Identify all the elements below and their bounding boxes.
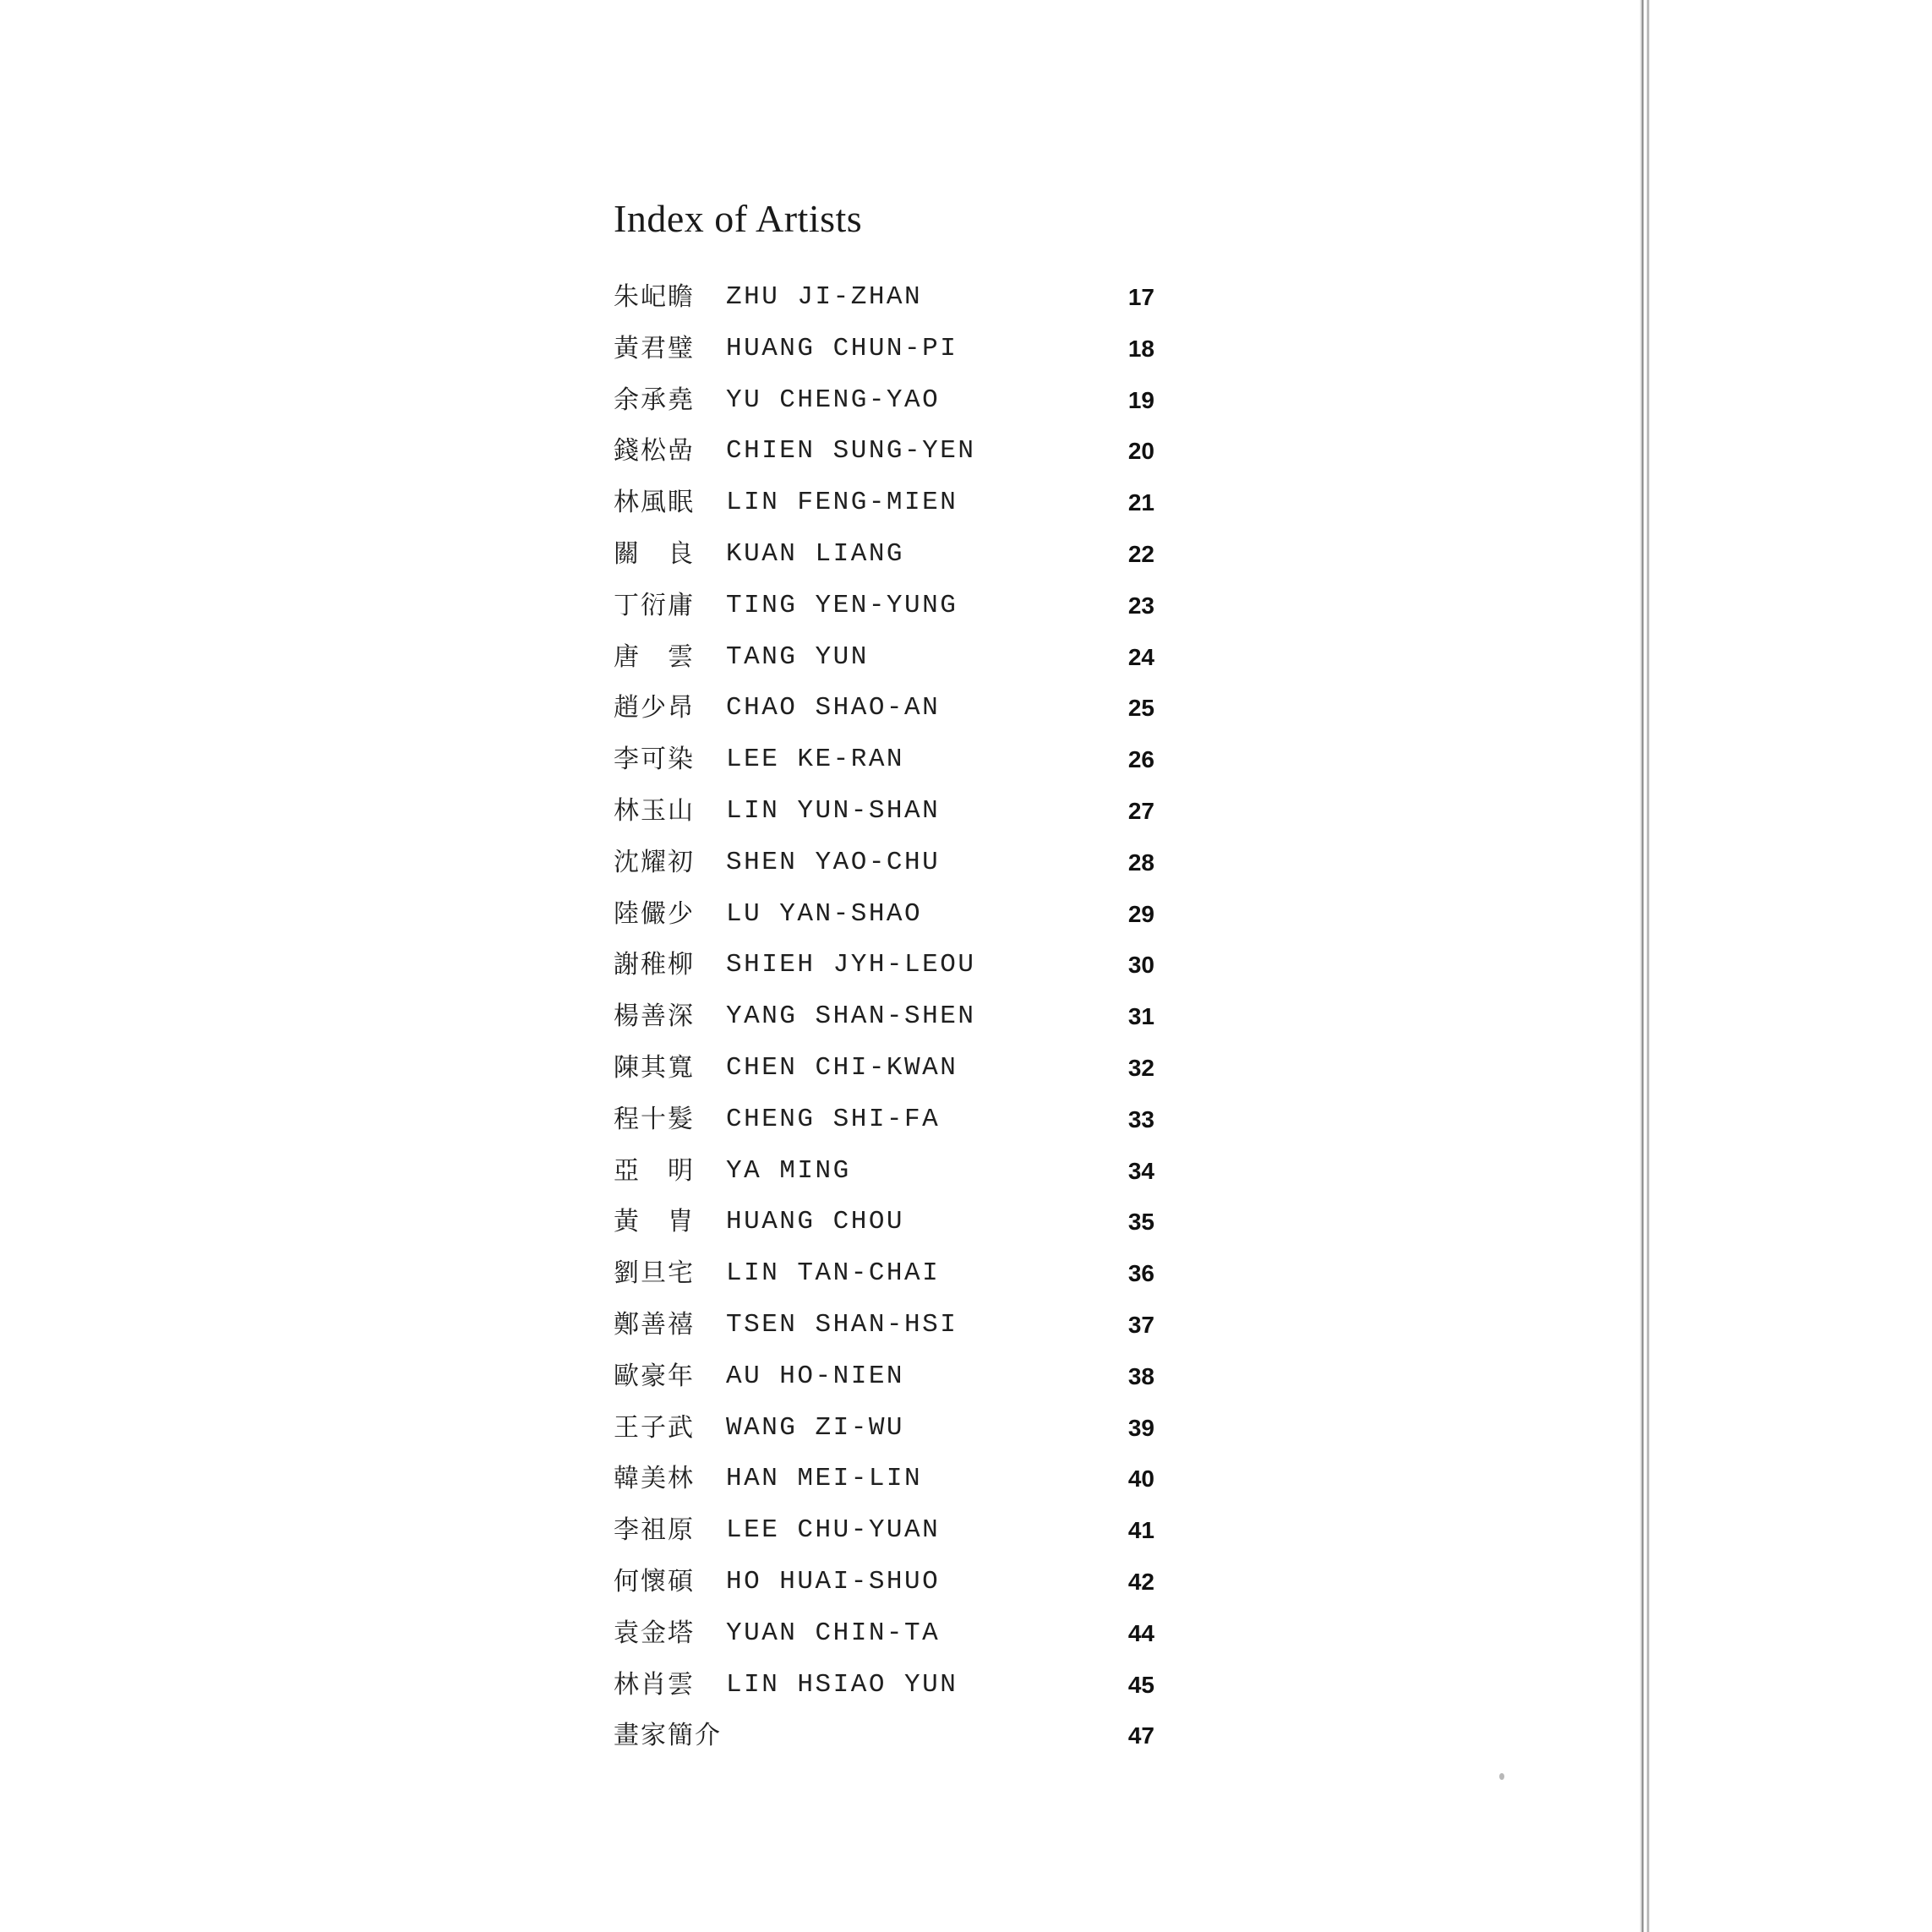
artist-chinese-name: 唐 雲 (614, 641, 695, 672)
page-number: 27 (1127, 797, 1154, 824)
artist-chinese-name: 何懷碩 (614, 1566, 695, 1596)
page-number: 28 (1127, 849, 1154, 876)
artist-romanized-name: YA MING (726, 1155, 851, 1186)
artist-chinese-name: 王子武 (614, 1412, 695, 1443)
index-entry (614, 1150, 1154, 1202)
page-number: 32 (1127, 1054, 1154, 1081)
artist-chinese-name: 韓美林 (614, 1464, 695, 1494)
artist-chinese-name: 謝稚柳 (614, 950, 695, 980)
page-number: 44 (1127, 1619, 1154, 1646)
index-entry (614, 1561, 1154, 1613)
artist-romanized-name: LU YAN-SHAO (726, 898, 923, 929)
artist-romanized-name: LEE CHU-YUAN (726, 1515, 941, 1546)
page-number: 22 (1127, 540, 1154, 567)
artist-chinese-name: 程十髮 (614, 1104, 695, 1134)
artist-romanized-name: SHIEH JYH-LEOU (726, 950, 976, 980)
page-title: Index of Artists (614, 197, 863, 240)
index-entry (614, 1304, 1154, 1356)
index-entry (614, 585, 1154, 636)
page-number: 33 (1127, 1105, 1154, 1132)
artist-romanized-name: TANG YUN (726, 641, 869, 672)
page-number: 42 (1127, 1568, 1154, 1595)
page-number: 39 (1127, 1414, 1154, 1441)
index-entry (614, 328, 1154, 379)
page-number: 17 (1127, 284, 1154, 310)
artist-chinese-name: 關 良 (614, 538, 695, 569)
artist-chinese-name: 鄭善禧 (614, 1309, 695, 1340)
index-entry (614, 379, 1154, 431)
index-entry (614, 482, 1154, 533)
artist-romanized-name: CHENG SHI-FA (726, 1104, 941, 1134)
index-entry (614, 996, 1154, 1047)
artist-romanized-name: LIN TAN-CHAI (726, 1258, 941, 1289)
page-number: 18 (1127, 335, 1154, 362)
index-entry (614, 430, 1154, 482)
artist-chinese-name: 朱屺瞻 (614, 282, 695, 312)
artist-romanized-name: SHEN YAO-CHU (726, 847, 941, 877)
artist-romanized-name: TING YEN-YUNG (726, 590, 958, 620)
page-number: 37 (1127, 1311, 1154, 1338)
page-number: 30 (1127, 952, 1154, 979)
artist-chinese-name: 黃君璧 (614, 333, 695, 363)
artist-romanized-name: LEE KE-RAN (726, 745, 905, 775)
page-number: 31 (1127, 1003, 1154, 1030)
artist-chinese-name: 亞 明 (614, 1155, 695, 1186)
index-entry (614, 276, 1154, 328)
index-entry (614, 1715, 1154, 1766)
index-entry (614, 1356, 1154, 1407)
page-number: 19 (1127, 386, 1154, 413)
artist-chinese-name: 趙少昂 (614, 693, 695, 723)
artist-romanized-name: YANG SHAN-SHEN (726, 1001, 976, 1032)
index-entry (614, 687, 1154, 739)
page-number: 41 (1127, 1517, 1154, 1544)
artist-chinese-name: 余承堯 (614, 385, 695, 415)
artist-romanized-name: LIN YUN-SHAN (726, 795, 941, 826)
artist-romanized-name: TSEN SHAN-HSI (726, 1309, 958, 1340)
page-number: 38 (1127, 1362, 1154, 1389)
artist-romanized-name: ZHU JI-ZHAN (726, 282, 923, 312)
page-number: 25 (1127, 695, 1154, 722)
index-entry (614, 1047, 1154, 1099)
index-entry (614, 1613, 1154, 1664)
page-number: 24 (1127, 643, 1154, 670)
index-entry (614, 1099, 1154, 1150)
page-number: 45 (1127, 1671, 1154, 1698)
artist-romanized-name: CHIEN SUNG-YEN (726, 436, 976, 467)
page-number: 23 (1127, 592, 1154, 619)
index-entry (614, 1407, 1154, 1459)
index-entry (614, 1201, 1154, 1253)
artist-chinese-name: 沈耀初 (614, 847, 695, 877)
scan-speck (1499, 1773, 1504, 1780)
artist-romanized-name: YUAN CHIN-TA (726, 1618, 941, 1648)
artist-chinese-name: 畫家簡介 (614, 1721, 722, 1751)
page-number: 40 (1127, 1465, 1154, 1493)
artist-romanized-name: HUANG CHOU (726, 1207, 905, 1237)
artist-romanized-name: HAN MEI-LIN (726, 1464, 923, 1494)
artist-romanized-name: LIN HSIAO YUN (726, 1669, 958, 1700)
artist-romanized-name: KUAN LIANG (726, 538, 905, 569)
index-entry (614, 1509, 1154, 1561)
artist-romanized-name: CHEN CHI-KWAN (726, 1052, 958, 1083)
index-entry (614, 533, 1154, 585)
index-entry (614, 739, 1154, 790)
artist-chinese-name: 劉旦宅 (614, 1258, 695, 1289)
artist-chinese-name: 陸儼少 (614, 898, 695, 929)
index-entry (614, 636, 1154, 688)
artist-romanized-name: HO HUAI-SHUO (726, 1566, 941, 1596)
artist-chinese-name: 楊善深 (614, 1001, 695, 1032)
page-edge-binding (1640, 0, 1651, 1932)
page-number: 20 (1127, 438, 1154, 465)
artist-index-list (614, 276, 1154, 1766)
index-entry (614, 1253, 1154, 1304)
index-entry (614, 893, 1154, 945)
artist-chinese-name: 錢松嵒 (614, 436, 695, 467)
index-entry (614, 842, 1154, 893)
artist-romanized-name: LIN FENG-MIEN (726, 488, 958, 518)
artist-romanized-name: WANG ZI-WU (726, 1412, 905, 1443)
artist-chinese-name: 袁金塔 (614, 1618, 695, 1648)
artist-romanized-name: CHAO SHAO-AN (726, 693, 941, 723)
index-entry (614, 1458, 1154, 1509)
artist-chinese-name: 林肖雲 (614, 1669, 695, 1700)
artist-romanized-name: YU CHENG-YAO (726, 385, 941, 415)
artist-chinese-name: 林風眠 (614, 488, 695, 518)
page-number: 26 (1127, 746, 1154, 773)
page-number: 29 (1127, 900, 1154, 927)
index-entry (614, 790, 1154, 842)
artist-romanized-name: HUANG CHUN-PI (726, 333, 958, 363)
index-entry (614, 1664, 1154, 1716)
artist-chinese-name: 黃 胄 (614, 1207, 695, 1237)
artist-chinese-name: 歐豪年 (614, 1361, 695, 1391)
artist-chinese-name: 陳其寬 (614, 1052, 695, 1083)
artist-chinese-name: 林玉山 (614, 795, 695, 826)
index-entry (614, 944, 1154, 996)
artist-chinese-name: 丁衍庸 (614, 590, 695, 620)
artist-romanized-name: AU HO-NIEN (726, 1361, 905, 1391)
page-number: 34 (1127, 1157, 1154, 1184)
page-number: 47 (1127, 1722, 1154, 1749)
page-number: 36 (1127, 1260, 1154, 1287)
artist-chinese-name: 李可染 (614, 745, 695, 775)
page-number: 35 (1127, 1209, 1154, 1236)
artist-chinese-name: 李祖原 (614, 1515, 695, 1546)
page-number: 21 (1127, 489, 1154, 516)
